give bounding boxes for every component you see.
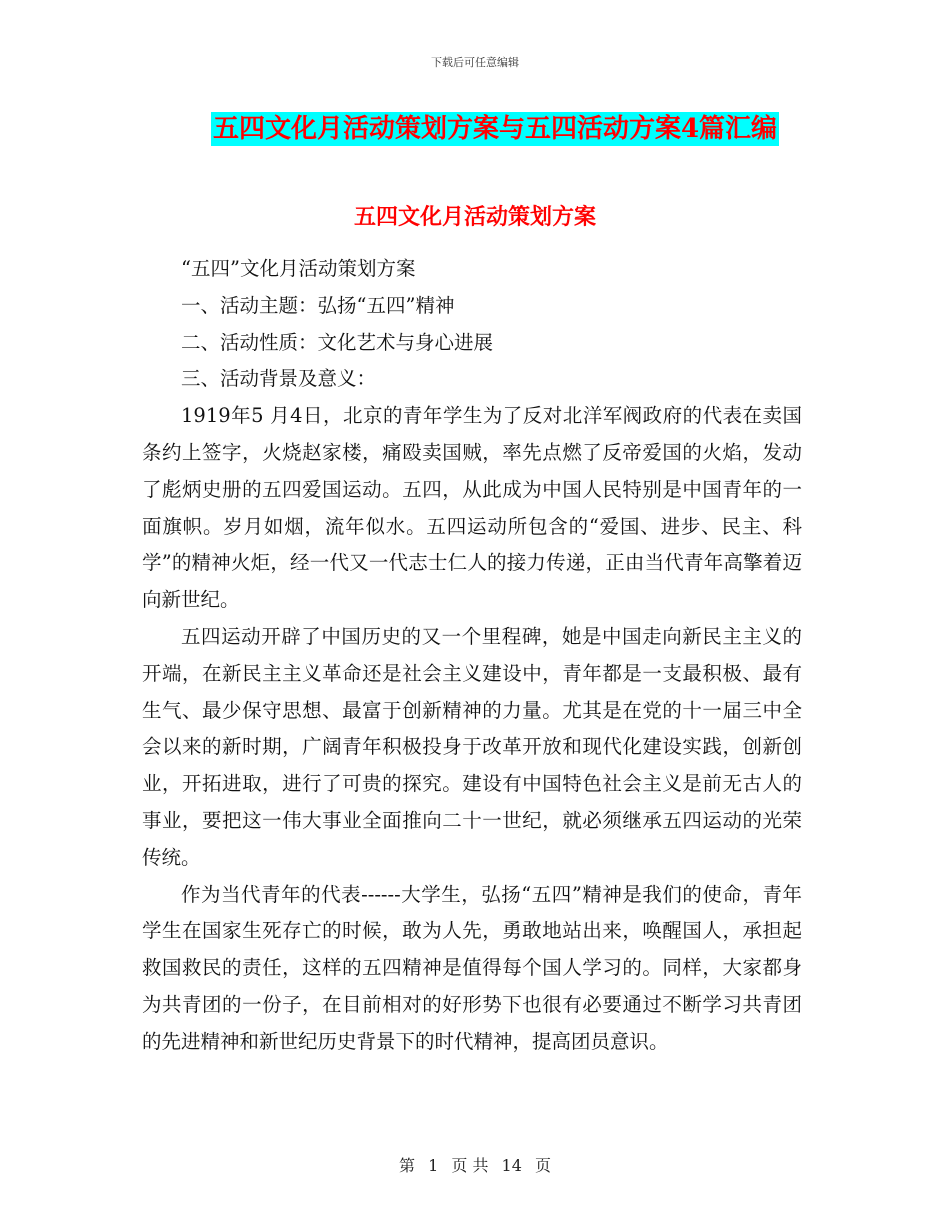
total-page-count: 14 (501, 1156, 522, 1175)
header-note: 下载后可任意编辑 (431, 56, 519, 69)
current-page-number: 1 (428, 1156, 439, 1175)
section-title: 五四文化月活动策划方案 (353, 204, 596, 230)
body-paragraph: 作为当代青年的代表------大学生，弘扬“五四”精神是我们的使命，青年学生在国家生死存亡的时候，敢为人先，勇敢地站出来，唤醒国人，承担起救国救民的责任，这样的五四精神是值得每个国人学习的。同样，大家都身为共青团的一份子，在目前相对的好形势下也很有必要通过不断学习共青团的先进精神和新世纪历史背景下的时代精神，提高团员意识。 (142, 882, 802, 1053)
document-title-container (0, 112, 950, 146)
document-body (142, 251, 802, 1061)
body-paragraph: 1919年5 月4日，北京的青年学生为了反对北洋军阀政府的代表在卖国条约上签字，火烧赵家楼，痛殴卖国贼，率先点燃了反帝爱国的火焰，发动了彪炳史册的五四爱国运动。五四，从此成为中国人民特别是中国青年的一面旗帜。岁月如烟，流年似水。五四运动所包含的“爱国、进步、民主、科学”的精神火炬，经一代又一代志士仁人的接力传递，正由当代青年高擎着迈向新世纪。 (142, 404, 802, 612)
body-line: 三、活动背景及意义： (181, 367, 377, 391)
footer-prefix: 第 (398, 1156, 415, 1175)
document-title: 五四文化月活动策划方案与五四活动方案4篇汇编 (212, 114, 778, 144)
footer-suffix: 页 (535, 1156, 552, 1175)
body-line: 一、活动主题：弘扬“五四”精神 (181, 293, 455, 317)
body-line: 二、活动性质：文化艺术与身心进展 (181, 330, 494, 354)
page-footer (0, 1153, 950, 1176)
body-paragraph: 五四运动开辟了中国历史的又一个里程碑，她是中国走向新民主主义的开端，在新民主主义革命还是社会主义建设中，青年都是一支最积极、最有生气、最少保守思想、最富于创新精神的力量。尤其是在党的十一届三中全会以来的新时期，广阔青年积极投身于改革开放和现代化建设实践，创新创业，开拓进取，进行了可贵的探究。建设有中国特色社会主义是前无古人的事业，要把这一伟大事业全面推向二十一世纪，就必须继承五四运动的光荣传统。 (142, 624, 802, 869)
footer-mid: 页 共 (451, 1156, 489, 1175)
body-line: “五四”文化月活动策划方案 (181, 257, 416, 280)
